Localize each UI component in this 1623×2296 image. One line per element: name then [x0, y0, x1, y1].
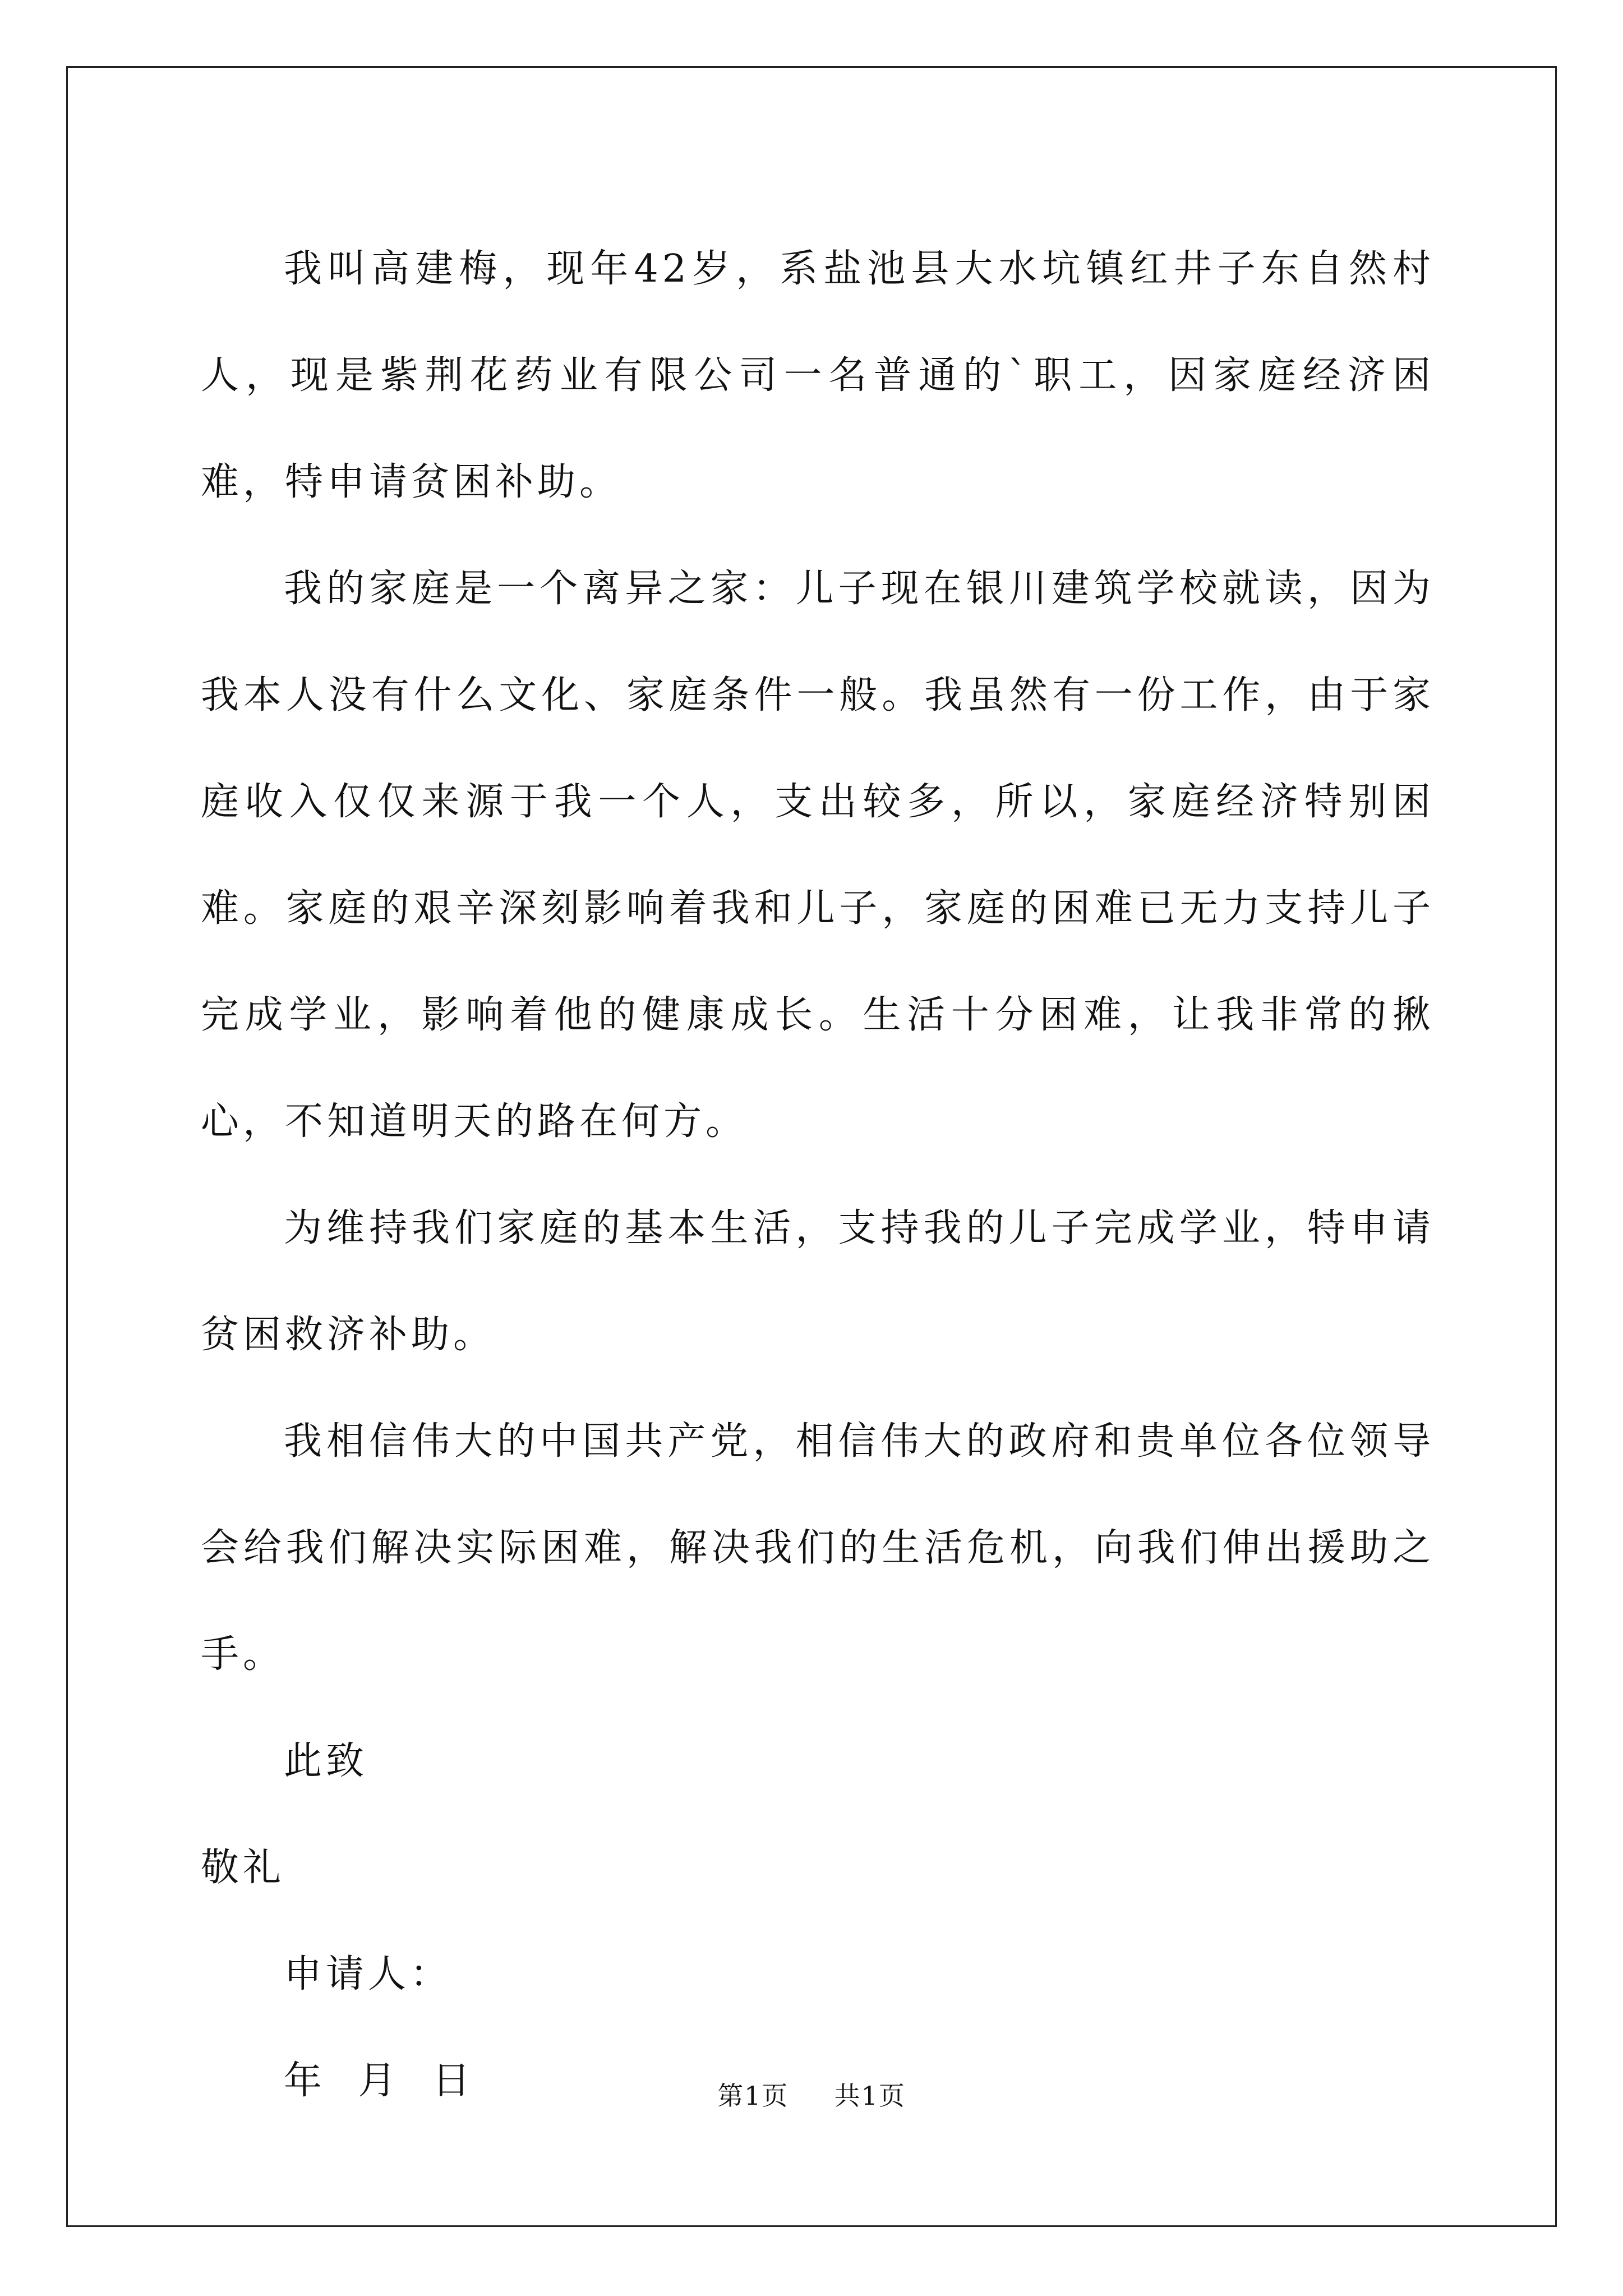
paragraph-request: 为维持我们家庭的基本生活，支持我的儿子完成学业，特申请贫困救济补助。 [201, 1206, 1435, 1357]
page-footer [0, 2076, 1623, 2113]
page-number-total: 共1页 [834, 2081, 906, 2111]
applicant-signature-line: 申请人： [284, 1952, 453, 1996]
closing-salutation: 此致 [284, 1739, 368, 1783]
letter-body [201, 216, 1435, 2134]
closing-regards: 敬礼 [201, 1846, 285, 1890]
paragraph-trust: 我相信伟大的中国共产党，相信伟大的政府和贵单位各位领导会给我们解决实际困难，解决我们的生活危机，向我们伸出援助之手。 [201, 1419, 1435, 1677]
date-line: 年 月 日 [284, 2059, 474, 2103]
paragraph-family-situation: 我的家庭是一个离异之家：儿子现在银川建筑学校就读，因为我本人没有什么文化、家庭条件一般。我虽然有一份工作，由于家庭收入仅仅来源于我一个人，支出较多，所以，家庭经济特别困难。家庭的艰辛深刻影响着我和儿子，家庭的困难已无力支持儿子完成学业，影响着他的健康成长。生活十分困难，让我非常的揪心，不知道明天的路在何方。 [201, 567, 1435, 1144]
paragraph-intro: 我叫高建梅，现年42岁，系盐池县大水坑镇红井子东自然村人，现是紫荆花药业有限公司一名普通的`职工，因家庭经济困难，特申请贫困补助。 [201, 247, 1435, 504]
page-number-current: 第1页 [717, 2081, 789, 2111]
